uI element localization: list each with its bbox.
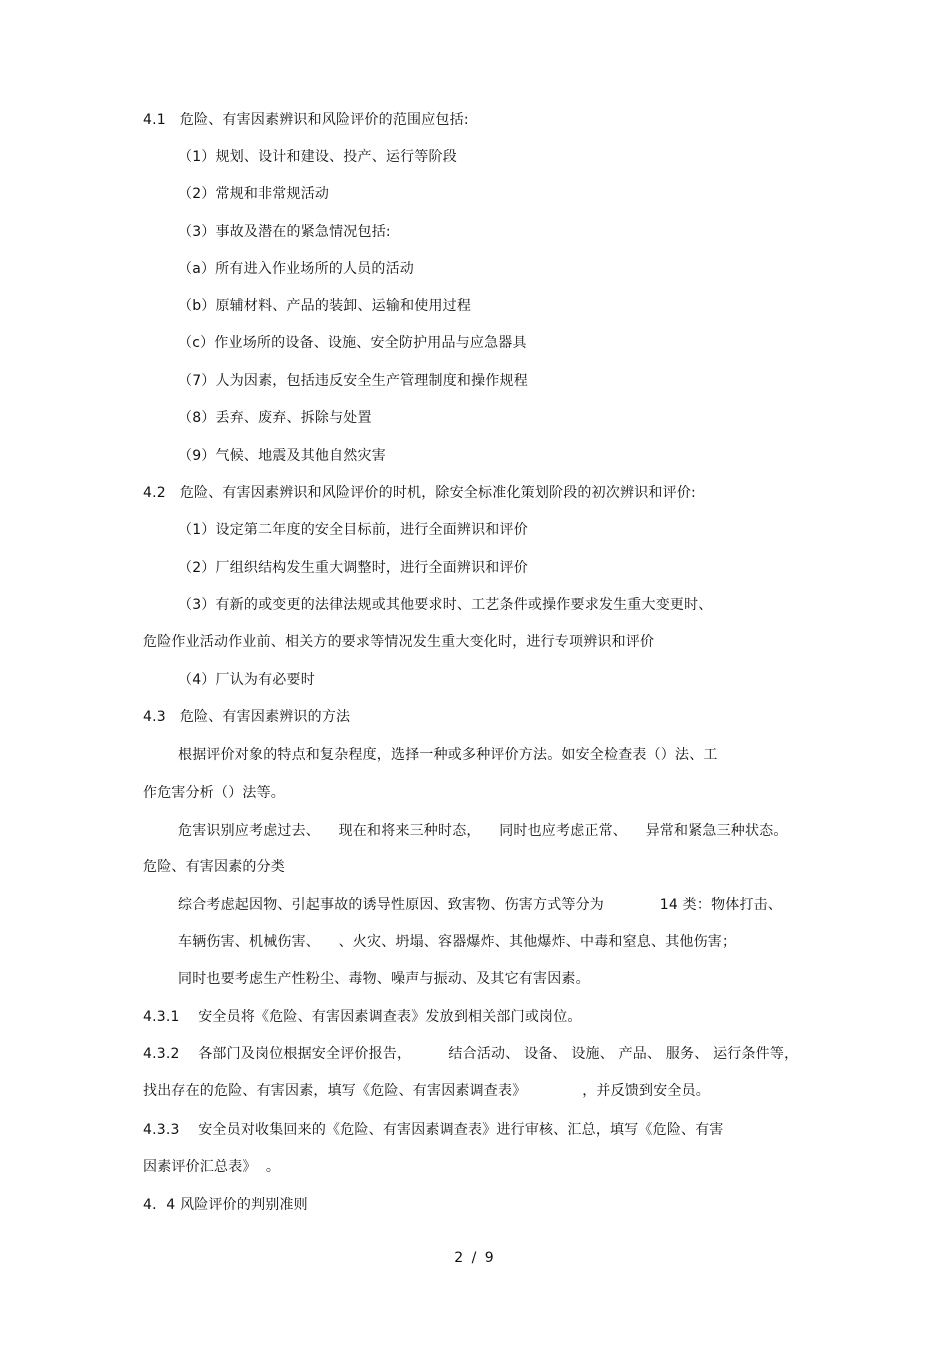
section-4-3-2: 4.3.2 各部门及岗位根据安全评价报告， 结合活动、 设备、 设施、 产品、 服务、 运行条件等， xyxy=(143,1046,799,1062)
list-item: （b）原辅材料、产品的装卸、运输和使用过程 xyxy=(178,298,472,314)
list-item: （1）设定第二年度的安全目标前，进行全面辨识和评价 xyxy=(178,522,528,538)
section-4-2-heading: 4.2 危险、有害因素辨识和风险评价的时机，除安全标准化策划阶段的初次辨识和评价: xyxy=(143,485,696,501)
list-item: （9）气候、地震及其他自然灾害 xyxy=(178,448,386,464)
list-item: （8）丢弃、废弃、拆除与处置 xyxy=(178,410,372,426)
section-4-1-heading: 4.1 危险、有害因素辨识和风险评价的范围应包括: xyxy=(143,112,469,128)
list-item-continuation: 危险作业活动作业前、相关方的要求等情况发生重大变化时，进行专项辨识和评价 xyxy=(143,634,655,650)
paragraph: 危害识别应考虑过去、 现在和将来三种时态， 同时也应考虑正常、 异常和紧急三种状态。 xyxy=(178,823,788,839)
paragraph-continuation: 找出存在的危险、有害因素，填写《危险、有害因素调查表》 ，并反馈到安全员。 xyxy=(143,1083,710,1099)
paragraph: 根据评价对象的特点和复杂程度，选择一种或多种评价方法。如安全检查表（）法、工 xyxy=(178,747,718,763)
section-4-4-heading: 4．4 风险评价的判别准则 xyxy=(143,1197,308,1213)
paragraph: 综合考虑起因物、引起事故的诱导性原因、致害物、伤害方式等分为 14 类：物体打击、 xyxy=(178,897,783,913)
paragraph-continuation: 因素评价汇总表》 。 xyxy=(143,1159,281,1175)
list-item: （2）常规和非常规活动 xyxy=(178,186,330,202)
page-number: 2 / 9 xyxy=(454,1250,496,1266)
list-item: （3）事故及潜在的紧急情况包括: xyxy=(178,224,391,240)
paragraph: 同时也要考虑生产性粉尘、毒物、噪声与振动、及其它有害因素。 xyxy=(178,971,590,987)
subheading: 危险、有害因素的分类 xyxy=(143,859,285,875)
section-4-3-heading: 4.3 危险、有害因素辨识的方法 xyxy=(143,709,351,725)
section-4-3-3: 4.3.3 安全员对收集回来的《危险、有害因素调查表》进行审核、汇总，填写《危险、有害 xyxy=(143,1122,724,1138)
section-4-3-1: 4.3.1 安全员将《危险、有害因素调查表》发放到相关部门或岗位。 xyxy=(143,1009,582,1025)
list-item: （3）有新的或变更的法律法规或其他要求时、工艺条件或操作要求发生重大变更时、 xyxy=(178,597,713,613)
paragraph: 车辆伤害、机械伤害、 、火灾、坍塌、容器爆炸、其他爆炸、中毒和窒息、其他伤害； xyxy=(178,934,737,950)
list-item: （4）厂认为有必要时 xyxy=(178,672,315,688)
list-item: （1）规划、设计和建设、投产、运行等阶段 xyxy=(178,149,457,165)
paragraph-continuation: 作危害分析（）法等。 xyxy=(143,785,285,801)
list-item: （a）所有进入作业场所的人员的活动 xyxy=(178,261,414,277)
list-item: （7）人为因素，包括违反安全生产管理制度和操作规程 xyxy=(178,373,528,389)
list-item: （2）厂组织结构发生重大调整时，进行全面辨识和评价 xyxy=(178,560,528,576)
list-item: （c）作业场所的设备、设施、安全防护用品与应急器具 xyxy=(178,335,527,351)
